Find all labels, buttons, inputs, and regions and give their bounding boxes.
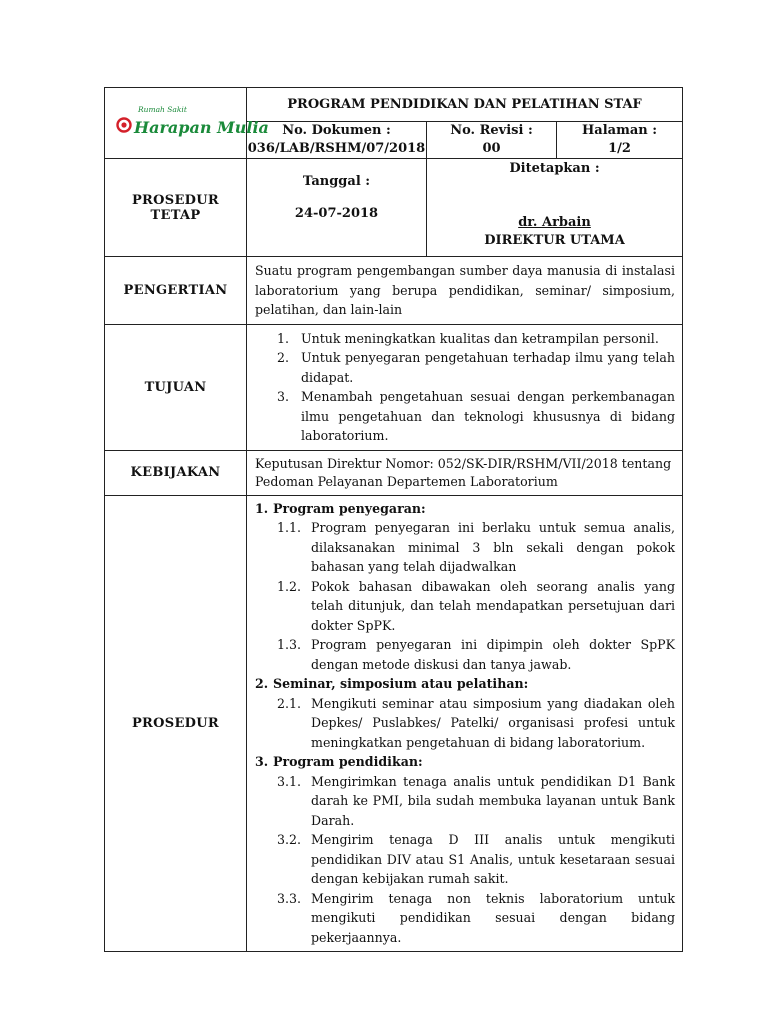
prosedur-item-number: 1.2. [277, 578, 302, 594]
prosedur-group-number: 2. [255, 676, 269, 691]
hospital-logo [105, 88, 269, 158]
tujuan-item-number: 1. [277, 330, 290, 346]
prosedur-item-text: Pokok bahasan dibawakan oleh seorang analis yang telah ditunjuk, dan telah mendapatkan persetujuan dari dokter SpPK. [311, 578, 676, 633]
prosedur-item [255, 889, 675, 948]
doc-number-cell [247, 122, 427, 159]
procedure-type-line1: PROSEDUR [131, 192, 219, 208]
pengertian-text: Suatu program pengembangan sumber daya manusia di instalasi laboratorium yang berupa pendidikan, seminar/ simposium, pelatihan, dan lain-lain [247, 257, 683, 325]
prosedur-item [255, 635, 675, 674]
title-row [105, 88, 683, 122]
set-label: Ditetapkan : [509, 161, 600, 176]
tujuan-item-number: 2. [277, 350, 290, 365]
prosedur-item-text: Mengirim tenaga D III analis untuk mengikuti pendidikan DIV atau S1 Analis, untuk kesetaraan sesuai dengan kebijakan rumah sakit. [311, 832, 676, 886]
prosedur-group-title [255, 499, 675, 519]
prosedur-item-number: 2.1. [277, 695, 302, 711]
document-title: PROGRAM PENDIDIKAN DAN PELATIHAN STAF [247, 88, 683, 122]
tujuan-item-text: Menambah pengetahuan sesuai dengan perkembanagan ilmu pengetahuan dan teknologi khususnya di bidang laboratorium. [301, 389, 676, 443]
prosedur-item [255, 772, 675, 831]
tujuan-row [105, 324, 683, 450]
approval-row [105, 159, 683, 257]
revision-cell [427, 122, 557, 159]
tujuan-item [255, 329, 675, 349]
date-cell [247, 159, 427, 257]
prosedur-group-title-text: Program pendidikan: [273, 754, 423, 769]
tujuan-content [247, 324, 683, 450]
harapan-mulia-logo-icon [114, 101, 269, 145]
prosedur-group-title-text: Seminar, simposium atau pelatihan: [273, 676, 529, 691]
prosedur-item-number: 3.3. [277, 890, 302, 906]
prosedur-item-text: Mengikuti seminar atau simposium yang diadakan oleh Depkes/ Puslabkes/ Patelki/ organisasi profesi untuk meningkatkan pengetahuan di bidang laboratorium. [311, 695, 676, 750]
prosedur-group-number: 1. [255, 500, 269, 516]
signer-title: DIREKTUR UTAMA [484, 233, 625, 248]
prosedur-item-text: Mengirimkan tenaga analis untuk pendidikan D1 Bank darah ke PMI, bila sudah membuka layanan untuk Bank Darah. [311, 773, 676, 828]
prosedur-item [255, 830, 675, 889]
prosedur-item-number: 3.2. [277, 832, 302, 847]
revision-label: No. Revisi : [450, 123, 533, 138]
prosedur-item [255, 577, 675, 636]
signer-name: dr. Arbain [518, 215, 591, 230]
page-value: 1/2 [608, 141, 631, 156]
prosedur-group-title-text: Program penyegaran: [273, 500, 426, 516]
date-label: Tanggal : [302, 174, 371, 189]
sop-document-table [104, 87, 683, 952]
date-value: 24-07-2018 [294, 206, 379, 221]
prosedur-item-text: Mengirim tenaga non teknis laboratorium untuk mengikuti pendidikan sesuai dengan bidang pekerjaannya. [311, 890, 676, 945]
doc-number-label: No. Dokumen : [282, 123, 391, 138]
prosedur-group-number: 3. [255, 754, 269, 769]
pengertian-row [105, 257, 683, 325]
procedure-type-line2: TETAP [150, 207, 201, 223]
prosedur-item [255, 694, 675, 753]
prosedur-row [105, 495, 683, 952]
tujuan-item [255, 387, 675, 446]
kebijakan-text: Keputusan Direktur Nomor: 052/SK-DIR/RSHM/VII/2018 tentang Pedoman Pelayanan Departemen Laboratorium [247, 450, 683, 495]
prosedur-content [247, 495, 683, 952]
kebijakan-row [105, 450, 683, 495]
tujuan-label: TUJUAN [105, 324, 247, 450]
pengertian-label: PENGERTIAN [105, 257, 247, 325]
prosedur-item-text: Program penyegaran ini berlaku untuk semua analis, dilaksanakan minimal 3 bln sekali dengan pokok bahasan yang telah dijadwalkan [311, 520, 676, 574]
prosedur-item-number: 1.3. [277, 637, 302, 652]
logo-small-text: Rumah Sakit [137, 105, 187, 114]
approval-cell [427, 159, 683, 257]
tujuan-item [255, 348, 675, 387]
doc-number-value: 036/LAB/RSHM/07/2018 [247, 141, 426, 156]
tujuan-item-text: Untuk penyegaran pengetahuan terhadap ilmu yang telah didapat. [301, 350, 676, 385]
prosedur-item-number: 1.1. [277, 520, 302, 535]
prosedur-item-text: Program penyegaran ini dipimpin oleh dokter SpPK dengan metode diskusi dan tanya jawab. [311, 637, 676, 672]
prosedur-group-title [255, 752, 675, 772]
logo-brand-text: Harapan Mulia [133, 118, 269, 137]
prosedur-item-number: 3.1. [277, 773, 302, 789]
prosedur-item [255, 518, 675, 577]
tujuan-list [255, 329, 675, 446]
kebijakan-label: KEBIJAKAN [105, 450, 247, 495]
page-label: Halaman : [582, 123, 658, 138]
prosedur-group-title [255, 674, 675, 694]
prosedur-label: PROSEDUR [105, 495, 247, 952]
revision-value: 00 [482, 141, 501, 156]
logo-cell [105, 88, 269, 159]
procedure-type-cell [105, 159, 247, 257]
page-cell [557, 122, 683, 159]
tujuan-item-text: Untuk meningkatkan kualitas dan ketrampilan personil. [301, 330, 659, 346]
tujuan-item-number: 3. [277, 389, 290, 404]
